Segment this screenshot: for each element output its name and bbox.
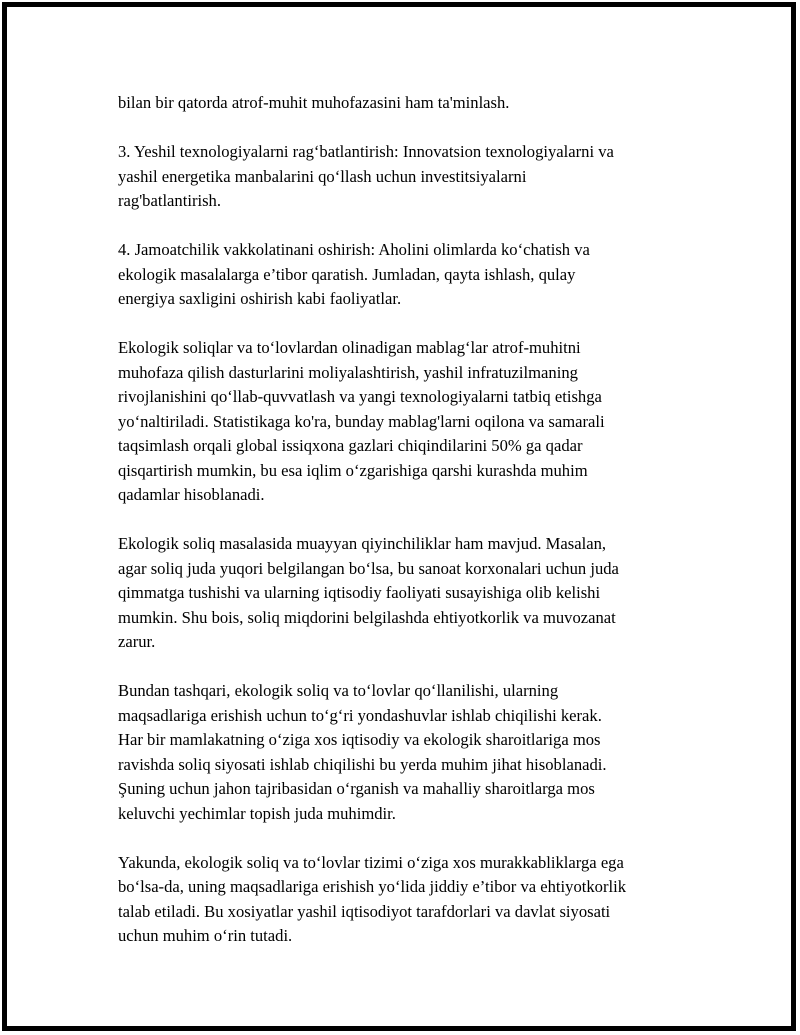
paragraph-conclusion: Yakunda, ekologik soliq va to‘lovlar tizimi o‘ziga xos murakkabliklarga ega bo‘lsa-da, uning maqsadlariga erishish yo‘lida jiddiy e’tibor va ehtiyotkorlik talab etiladi. Bu xosiyatlar yashil iqtisodiyot tarafdorlari va davlat siyosati uchun muhim o‘rin tutadi. <box>118 852 626 945</box>
paragraph-point-3: 3. Yeshil texnologiyalarni rag‘batlantirish: Innovatsion texnologiyalarni va yashil energetika manbalarini qo‘llash uchun investitsiyalarni rag'batlantirish. <box>118 142 614 210</box>
paragraph-continuation: bilan bir qatorda atrof-muhit muhofazasini ham ta'minlash. <box>118 93 510 112</box>
paragraph-funds-allocation: Ekologik soliqlar va to‘lovlardan olinadigan mablag‘lar atrof-muhitni muhofaza qilish dasturlarini moliyalashtirish, yashil infratuzilmaning rivojlanishini qo‘llab-quvvatlash va yangi texnologiyalarni tatbiq etishga yo‘naltiriladi. Statistikaga ko'ra, bunday mablag'larni oqilona va samarali taqsimlash orqali global issiqxona gazlari chiqindilarini 50% ga qadar qisqartirish mumkin, bu esa iqlim o‘zgarishiga qarshi kurashda muhim qadamlar hisoblanadi. <box>118 338 605 504</box>
paragraph-point-4: 4. Jamoatchilik vakkolatinani oshirish: Aholini olimlarda ko‘chatish va ekologik masalalarga e’tibor qaratish. Jumladan, qayta ishlash, qulay energiya saxligini oshirish kabi faoliyatlar. <box>118 240 590 308</box>
paragraph-challenges: Ekologik soliq masalasida muayyan qiyinchiliklar ham mavjud. Masalan, agar soliq juda yuqori belgilangan bo‘lsa, bu sanoat korxonalari uchun juda qimmatga tushishi va ularning iqtisodiy faoliyati susayishiga olib kelishi mumkin. Shu bois, soliq miqdorini belgilashda ehtiyotkorlik va muvozanat zarur. <box>118 534 619 651</box>
paragraph-approaches: Bundan tashqari, ekologik soliq va to‘lovlar qo‘llanilishi, ularning maqsadlariga erishish uchun to‘g‘ri yondashuvlar ishlab chiqilishi kerak. Har bir mamlakatning o‘ziga xos iqtisodiy va ekologik sharoitlariga mos ravishda soliq siyosati ishlab chiqilishi bu yerda muhim jihat hisoblanadi. Şuning uchun jahon tajribasidan o‘rganish va mahalliy sharoitlarga mos keluvchi yechimlar topish juda muhimdir. <box>118 681 607 823</box>
document-body <box>118 91 698 949</box>
